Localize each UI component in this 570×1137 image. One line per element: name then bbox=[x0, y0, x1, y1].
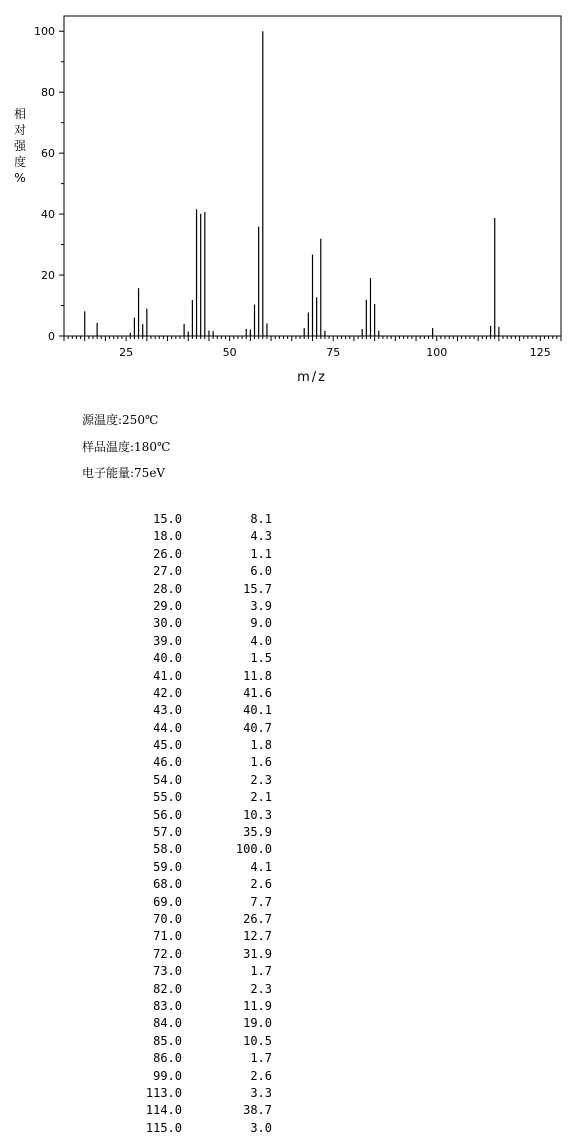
mass-spectrum-chart bbox=[0, 0, 570, 390]
peak-table-intensity-cell: 4.0 bbox=[250, 633, 272, 648]
peak-table-mz-cell: 72.0 bbox=[153, 946, 182, 961]
source-temperature: 源温度:250℃ bbox=[82, 413, 159, 427]
peak-table-intensity-cell: 10.3 bbox=[243, 807, 272, 822]
peak-table-intensity-cell: 6.0 bbox=[250, 564, 272, 579]
peak-table-mz-cell: 68.0 bbox=[153, 877, 182, 892]
peak-table-mz-cell: 58.0 bbox=[153, 842, 182, 857]
y-tick-label: 100 bbox=[34, 25, 55, 39]
peak-table-mz-cell: 55.0 bbox=[153, 790, 182, 805]
peak-table-intensity-cell: 2.1 bbox=[250, 790, 272, 805]
peak-table-intensity-cell: 2.6 bbox=[250, 1068, 272, 1083]
peak-table-mz-cell: 83.0 bbox=[153, 998, 182, 1013]
y-axis-label-char: 度 bbox=[13, 155, 27, 169]
peak-table-mz-cell: 15.0 bbox=[153, 512, 182, 526]
peak-table-intensity-cell: 2.3 bbox=[250, 981, 272, 996]
y-tick-label: 60 bbox=[41, 147, 55, 161]
peak-table-intensity-cell: 38.7 bbox=[243, 1103, 272, 1118]
peak-table-mz-cell: 18.0 bbox=[153, 529, 182, 544]
spectrum-bars bbox=[85, 31, 499, 336]
peak-table-intensity-cell: 1.7 bbox=[250, 964, 272, 979]
x-tick-label: 75 bbox=[326, 346, 341, 359]
peak-table-mz-cell: 54.0 bbox=[153, 772, 182, 787]
peak-table-mz-cell: 30.0 bbox=[153, 616, 182, 631]
peak-table-mz-cell: 113.0 bbox=[145, 1085, 182, 1100]
peak-table-intensity-cell: 41.6 bbox=[243, 685, 272, 700]
peak-table-mz-cell: 29.0 bbox=[153, 598, 182, 613]
peak-table-intensity-cell: 19.0 bbox=[243, 1016, 272, 1031]
peak-table-intensity-cell: 9.0 bbox=[250, 616, 272, 631]
peak-table-mz-cell: 43.0 bbox=[153, 703, 182, 718]
axes bbox=[59, 16, 561, 341]
peak-table-mz-cell: 82.0 bbox=[153, 981, 182, 996]
y-axis-label bbox=[14, 106, 27, 185]
peak-table-intensity-cell: 31.9 bbox=[243, 946, 272, 961]
peak-table-intensity-cell: 100.0 bbox=[235, 842, 272, 857]
x-axis-label: m/z bbox=[297, 370, 327, 385]
peak-table-intensity-cell: 1.8 bbox=[250, 738, 272, 753]
peak-table-mz-cell: 114.0 bbox=[145, 1103, 182, 1118]
y-tick-label: 80 bbox=[41, 86, 55, 100]
x-tick-label: 50 bbox=[222, 346, 237, 359]
peak-table-mz-cell: 27.0 bbox=[153, 564, 182, 579]
peak-table-intensity-cell: 3.0 bbox=[250, 1120, 272, 1135]
peak-table-intensity-cell: 12.7 bbox=[243, 929, 272, 944]
peak-table-mz-cell: 44.0 bbox=[153, 720, 182, 735]
peak-table-intensity-cell: 11.8 bbox=[243, 668, 272, 683]
peak-table-intensity-cell: 1.7 bbox=[250, 1051, 272, 1066]
peak-table-intensity-cell: 4.3 bbox=[250, 529, 272, 544]
peak-table-intensity-cell: 3.3 bbox=[250, 1085, 272, 1100]
peak-table-intensity-cell: 15.7 bbox=[243, 581, 272, 596]
peak-table-mz-cell: 40.0 bbox=[153, 651, 182, 666]
peak-table-intensity-cell: 2.3 bbox=[250, 772, 272, 787]
peak-table-mz-column bbox=[120, 511, 182, 1137]
peak-table-intensity-cell: 1.5 bbox=[250, 651, 272, 666]
x-tick-label: 100 bbox=[426, 346, 448, 359]
peak-table-mz-cell: 39.0 bbox=[153, 633, 182, 648]
peak-table-intensity-cell: 35.9 bbox=[243, 825, 272, 840]
peak-table-intensity-cell: 7.7 bbox=[250, 894, 272, 909]
peak-table-mz-cell: 28.0 bbox=[153, 581, 182, 596]
peak-table-mz-cell: 115.0 bbox=[145, 1120, 182, 1135]
peak-table-mz-cell: 26.0 bbox=[153, 546, 182, 561]
peak-table-mz-cell: 57.0 bbox=[153, 825, 182, 840]
x-tick-label: 25 bbox=[119, 346, 134, 359]
peak-table-intensity-cell: 2.6 bbox=[250, 877, 272, 892]
y-axis-label-char: 对 bbox=[13, 123, 27, 137]
peak-table-mz-cell: 45.0 bbox=[153, 738, 182, 753]
y-axis-label-char: 强 bbox=[13, 139, 27, 153]
peak-table-mz-cell: 71.0 bbox=[153, 929, 182, 944]
y-axis-label-char: 相 bbox=[13, 107, 27, 121]
peak-table-mz-cell: 59.0 bbox=[153, 859, 182, 874]
peak-table-intensity-cell: 40.1 bbox=[243, 703, 272, 718]
peak-table-mz-cell: 56.0 bbox=[153, 807, 182, 822]
peak-table-mz-cell: 41.0 bbox=[153, 668, 182, 683]
peak-table-mz-cell: 69.0 bbox=[153, 894, 182, 909]
electron-energy: 电子能量:75eV bbox=[82, 466, 166, 480]
peak-table-mz-cell: 42.0 bbox=[153, 685, 182, 700]
peak-table-intensity-cell: 40.7 bbox=[243, 720, 272, 735]
peak-table-mz-cell: 85.0 bbox=[153, 1033, 182, 1048]
peak-table-intensity-cell: 1.1 bbox=[250, 546, 272, 561]
y-axis-label-char: % bbox=[14, 171, 26, 185]
tick-labels bbox=[34, 25, 551, 359]
sample-temperature: 样品温度:180℃ bbox=[82, 440, 171, 454]
y-tick-label: 40 bbox=[41, 208, 55, 222]
peak-table-intensity-cell: 11.9 bbox=[243, 998, 272, 1013]
y-tick-label: 20 bbox=[41, 269, 55, 283]
peak-table-mz-cell: 86.0 bbox=[153, 1051, 182, 1066]
x-tick-label: 125 bbox=[529, 346, 551, 359]
peak-table-intensity-cell: 1.6 bbox=[250, 755, 272, 770]
peak-table-intensity-cell: 4.1 bbox=[250, 859, 272, 874]
y-tick-label: 0 bbox=[48, 330, 55, 343]
peak-table-intensity-column bbox=[210, 511, 272, 1137]
peak-table-intensity-cell: 3.9 bbox=[250, 598, 272, 613]
peak-table-intensity-cell: 26.7 bbox=[243, 911, 272, 926]
peak-table-mz-cell: 99.0 bbox=[153, 1068, 182, 1083]
peak-table-mz-cell: 84.0 bbox=[153, 1016, 182, 1031]
peak-table-mz-cell: 73.0 bbox=[153, 964, 182, 979]
peak-table-intensity-cell: 10.5 bbox=[243, 1033, 272, 1048]
peak-table-intensity-cell: 8.1 bbox=[250, 512, 272, 526]
peak-table-mz-cell: 46.0 bbox=[153, 755, 182, 770]
peak-table-mz-cell: 70.0 bbox=[153, 911, 182, 926]
